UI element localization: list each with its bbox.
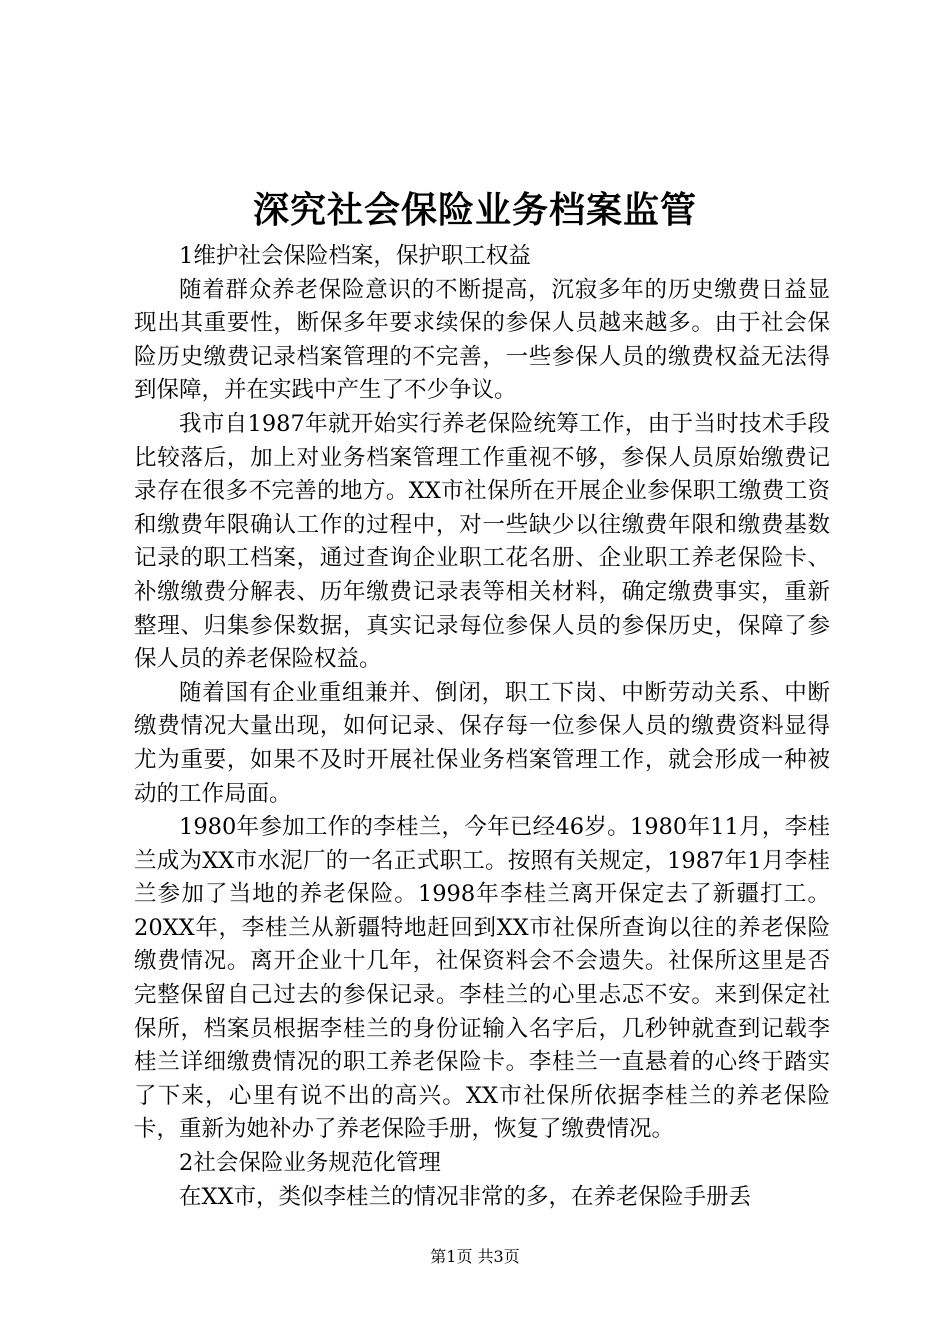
paragraph-5: 在XX市，类似李桂兰的情况非常的多，在养老保险手册丢 xyxy=(179,1183,752,1210)
page-footer: 第1页 共3页 xyxy=(430,1247,520,1266)
document-body xyxy=(134,240,830,1214)
section-heading-1: 1维护社会保险档案，保护职工权益 xyxy=(179,243,531,269)
section-heading-2: 2社会保险业务规范化管理 xyxy=(179,1150,441,1177)
paragraph-2: 我市自1987年就开始实行养老保险统筹工作，由于当时技术手段比较落后，加上对业务档案管理工作重视不够，参保人员原始缴费记录存在很多不完善的地方。XX市社保所在开展企业参保职工缴费工资和缴费年限确认工作的过程中，对一些缺少以往缴费年限和缴费基数记录的职工档案，通过查询企业职工花名册、企业职工养老保险卡、补缴缴费分解表、历年缴费记录表等相关材料，确定缴费事实，重新整理、归集参保数据，真实记录每位参保人员的参保历史，保障了参保人员的养老保险权益。 xyxy=(134,410,830,673)
paragraph-1: 随着群众养老保险意识的不断提高，沉寂多年的历史缴费日益显现出其重要性，断保多年要求续保的参保人员越来越多。由于社会保险历史缴费记录档案管理的不完善，一些参保人员的缴费权益无法得到保障，并在实践中产生了不少争议。 xyxy=(134,276,830,404)
paragraph-4: 1980年参加工作的李桂兰，今年已经46岁。1980年11月，李桂兰成为XX市水泥厂的一名正式职工。按照有关规定，1987年1月李桂兰参加了当地的养老保险。1998年李桂兰离开保定去了新疆打工。20XX年，李桂兰从新疆特地赶回到XX市社保所查询以往的养老保险缴费情况。离开企业十几年，社保资料会不会遗失。社保所这里是否完整保留自己过去的参保记录。李桂兰的心里忐忑不安。来到保定社保所，档案员根据李桂兰的身份证输入名字后，几秒钟就查到记载李桂兰详细缴费情况的职工养老保险卡。李桂兰一直悬着的心终于踏实了下来，心里有说不出的高兴。XX市社保所依据李桂兰的养老保险卡，重新为她补办了养老保险手册，恢复了缴费情况。 xyxy=(134,814,830,1143)
document-title: 深究社会保险业务档案监管 xyxy=(252,189,697,231)
paragraph-3: 随着国有企业重组兼并、倒闭，职工下岗、中断劳动关系、中断缴费情况大量出现，如何记录、保存每一位参保人员的缴费资料显得尤为重要，如果不及时开展社保业务档案管理工作，就会形成一种被动的工作局面。 xyxy=(134,679,830,807)
